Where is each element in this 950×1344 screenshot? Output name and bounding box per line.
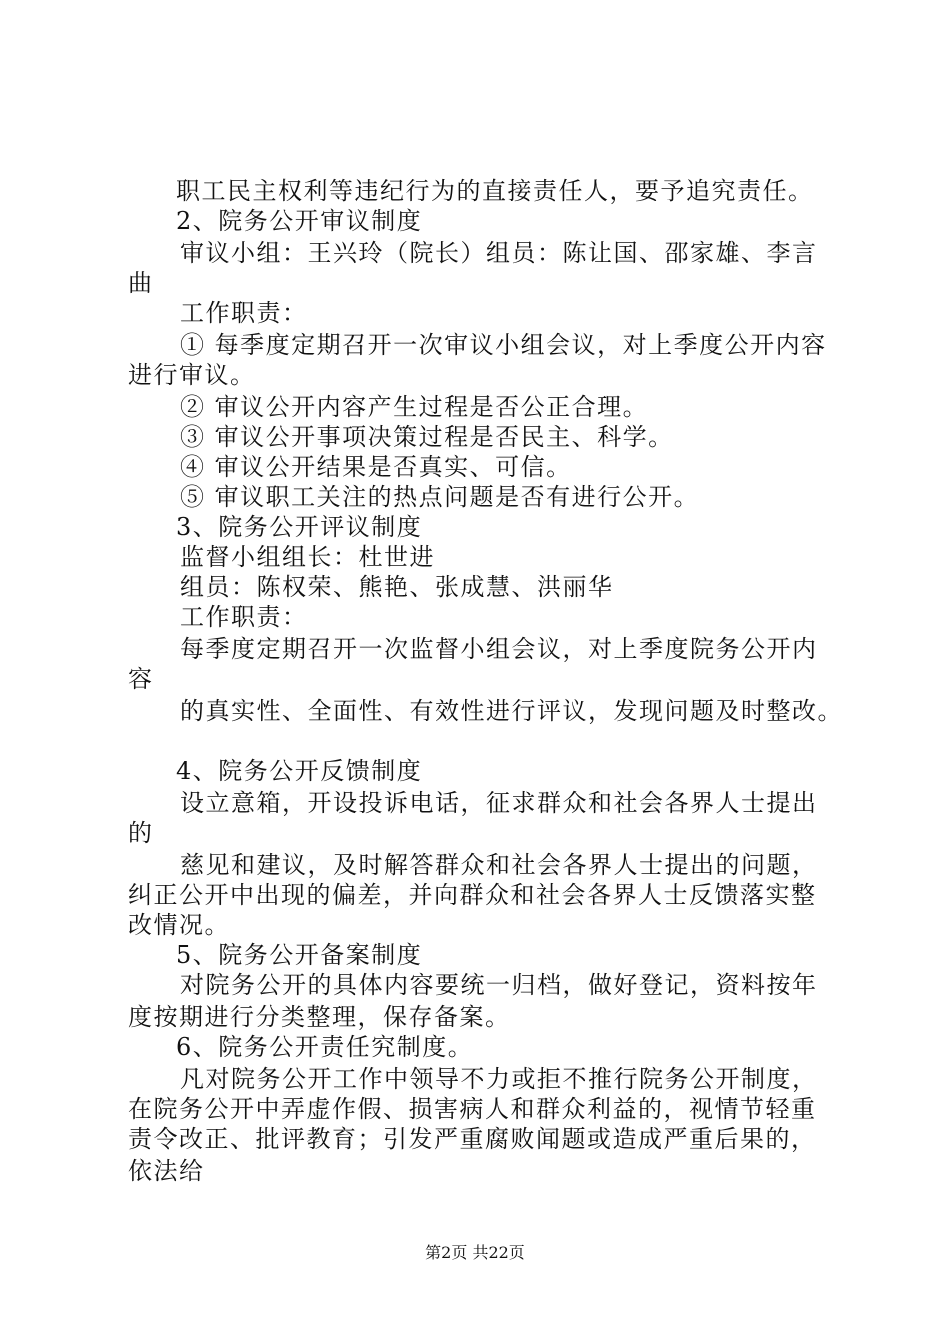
text-line-26: 对院务公开的具体内容要统一归档，做好登记，资料按年	[180, 971, 818, 999]
text-line-22: 慈见和建议，及时解答群众和社会各界人士提出的问题，	[180, 851, 818, 879]
page-number-footer: 第2页 共22页	[425, 1243, 525, 1262]
text-line-11: ⑤ 审议职工关注的热点问题是否有进行公开。	[180, 483, 700, 511]
text-line-5: 工作职责：	[180, 299, 308, 327]
text-line-27: 度按期进行分类整理，保存备案。	[128, 1003, 511, 1031]
text-line-15: 工作职责：	[180, 603, 308, 631]
text-line-10: ④ 审议公开结果是否真实、可信。	[180, 453, 572, 481]
text-line-7: 进行审议。	[128, 361, 256, 389]
text-line-16: 每季度定期召开一次监督小组会议，对上季度院务公开内	[180, 635, 818, 663]
text-line-21: 的	[128, 819, 154, 847]
text-line-20: 设立意箱，开设投诉电话，征求群众和社会各界人士提出	[180, 789, 818, 817]
section-heading-2: 2、院务公开审议制度	[176, 207, 423, 235]
text-line-8: ② 审议公开内容产生过程是否公正合理。	[180, 393, 649, 421]
text-line-17: 容	[128, 665, 154, 693]
text-line-31: 责令改正、批评教育；引发严重腐败闻题或造成严重后果的，	[128, 1125, 817, 1153]
text-line-4: 曲	[128, 269, 154, 297]
text-line-3: 审议小组：王兴玲（院长）组员：陈让国、邵家雄、李言	[180, 239, 818, 267]
text-line-1: 职工民主权利等违纪行为的直接责任人，要予追究责任。	[176, 177, 814, 205]
section-heading-5: 5、院务公开备案制度	[176, 941, 423, 969]
section-heading-6: 6、院务公开责任究制度。	[176, 1033, 474, 1061]
text-line-6: ① 每季度定期召开一次审议小组会议，对上季度公开内容	[180, 331, 827, 359]
text-line-14: 组员：陈权荣、熊艳、张成慧、洪丽华	[180, 573, 614, 601]
section-heading-3: 3、院务公开评议制度	[176, 513, 423, 541]
text-line-9: ③ 审议公开事项决策过程是否民主、科学。	[180, 423, 674, 451]
text-line-29: 凡对院务公开工作中领导不力或拒不推行院务公开制度，	[180, 1065, 818, 1093]
text-line-24: 改情况。	[128, 911, 230, 939]
text-line-32: 依法给	[128, 1157, 205, 1185]
text-line-18: 的真实性、全面性、有效性进行评议，发现问题及时整改。	[180, 697, 843, 725]
text-line-23: 纠正公开中出现的偏差，并向群众和社会各界人士反馈落实整	[128, 881, 817, 909]
section-heading-4: 4、院务公开反馈制度	[176, 757, 423, 785]
text-line-30: 在院务公开中弄虚作假、损害病人和群众利益的，视情节轻重	[128, 1095, 817, 1123]
text-line-13: 监督小组组长：杜世进	[180, 543, 435, 571]
